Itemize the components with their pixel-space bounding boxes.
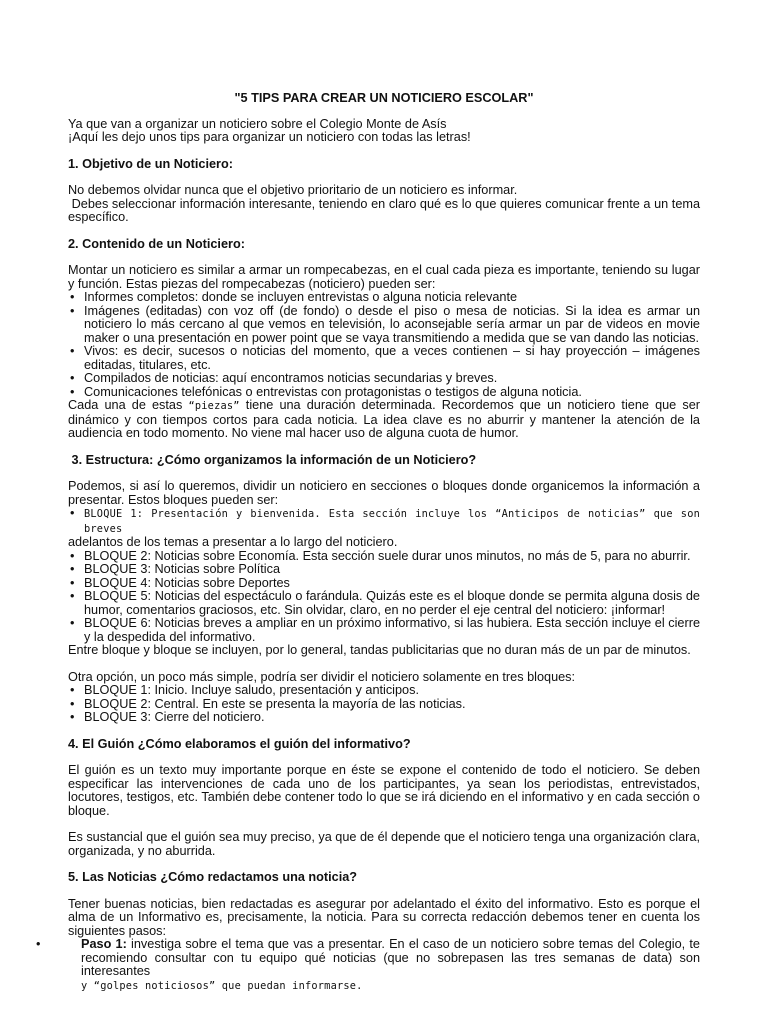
section-3-alt-bullet: • BLOQUE 1: Inicio. Incluye saludo, presentación y anticipos. <box>68 684 700 698</box>
section-4-paragraph-2: Es sustancial que el guión sea muy preciso, ya que de él depende que el noticiero tenga una organización clara, organizada, y no aburrida. <box>68 830 700 858</box>
section-3-bullet: • BLOQUE 4: Noticias sobre Deportes <box>68 577 700 591</box>
section-2-bullet: • Comunicaciones telefónicas o entrevistas con protagonistas o testigos de alguna noticia. <box>68 386 700 400</box>
section-2-paragraph-2 <box>68 398 704 441</box>
section-3-paragraph-2: Entre bloque y bloque se incluyen, por lo general, tandas publicitarias que no duran más de un par de minutos. <box>68 643 691 657</box>
section-2-bullet: • Imágenes (editadas) con voz off (de fondo) o desde el piso o mesa de noticias. Si la idea es armar un noticiero lo más cercano al que vemos en televisión, lo aconsejable sería armar un par de videos en movie maker o una presentación en power point que se vaya transmitiendo a medida que se van dando las noticias. <box>68 305 700 346</box>
paso-1-bullet <box>68 937 704 993</box>
section-2-bullet: • Compilados de noticias: aquí encontramos noticias secundarias y breves. <box>68 372 700 386</box>
section-3-bullet: • BLOQUE 2: Noticias sobre Economía. Esta sección suele durar unos minutos, no más de 5, para no aburrir. <box>68 550 700 564</box>
section-3-paragraph-1: Podemos, si así lo queremos, dividir un noticiero en secciones o bloques donde organicemos la información a presentar. Estos bloques pueden ser: <box>68 479 700 507</box>
section-2-paragraph-1: Montar un noticiero es similar a armar un rompecabezas, en el cual cada pieza es importante, teniendo su lugar y función. Estas piezas del rompecabezas (noticiero) pueden ser: <box>68 263 700 291</box>
section-1-heading: 1. Objetivo de un Noticiero: <box>68 156 233 171</box>
section-5-heading: 5. Las Noticias ¿Cómo redactamos una noticia? <box>68 870 358 884</box>
section-3-heading: 3. Estructura: ¿Cómo organizamos la información de un Noticiero? <box>68 452 477 467</box>
bloque-1-continuation: adelantos de los temas a presentar a lo largo del noticiero. <box>68 535 398 549</box>
section-2-paragraph-2-start: Cada una de estas <box>68 398 189 412</box>
section-3-alt-bullet: • BLOQUE 2: Central. En este se presenta la mayoría de las noticias. <box>68 698 700 712</box>
paso-1-mono-text: y “golpes noticiosos” que puedan informarse. <box>81 979 363 992</box>
document-page <box>68 91 704 993</box>
intro-line-1: Ya que van a organizar un noticiero sobre el Colegio Monte de Asís <box>68 116 447 131</box>
section-3-bullet: • BLOQUE 3: Noticias sobre Política <box>68 563 700 577</box>
bloque-1-text: BLOQUE 1: Presentación y bienvenida. Esta sección incluye los “Anticipos de noticias” que son breves <box>84 508 700 535</box>
document-title: "5 TIPS PARA CREAR UN NOTICIERO ESCOLAR" <box>234 91 534 105</box>
section-3-paragraph-3: Otra opción, un poco más simple, podría ser dividir el noticiero solamente en tres bloques: <box>68 669 576 684</box>
section-2-bullet: • Vivos: es decir, sucesos o noticias del momento, que a veces contienen – si hay proyección – imágenes editadas, titulares, etc. <box>68 345 700 372</box>
section-1-paragraph-2: Debes seleccionar información interesante, teniendo en claro qué es lo que quieres comunicar frente a un tema específico. <box>68 196 704 224</box>
section-2-heading: 2. Contenido de un Noticiero: <box>68 236 245 251</box>
paso-1-text: investiga sobre el tema que vas a presentar. En el caso de un noticiero sobre temas del Colegio, te recomiendo consultar con tu equipo qué noticias (que no sobrepasen las tres semanas de data) son interesantes <box>81 937 704 978</box>
section-2-bullet: • Informes completos: donde se incluyen entrevistas o alguna noticia relevante <box>68 291 700 305</box>
section-3-alt-bullet: • BLOQUE 3: Cierre del noticiero. <box>68 711 700 725</box>
intro-line-2: ¡Aquí les dejo unos tips para organizar un noticiero con todas las letras! <box>68 130 471 144</box>
section-1-paragraph-1: No debemos olvidar nunca que el objetivo prioritario de un noticiero es informar. <box>68 183 518 197</box>
piezas-quote: “piezas” <box>188 400 240 412</box>
section-3-bullet: • BLOQUE 6: Noticias breves a ampliar en un próximo informativo, si las hubiera. Esta sección incluye el cierre y la despedida del informativo. <box>68 617 700 644</box>
section-3-bullet-1 <box>68 507 700 536</box>
section-3-bullet: • BLOQUE 5: Noticias del espectáculo o farándula. Quizás este es el bloque donde se permita alguna dosis de humor, comentarios graciosos, etc. Sin olvidar, claro, en no perder el eje central del noticiero: ¡informar! <box>68 590 700 617</box>
section-4-paragraph-1: El guión es un texto muy importante porque en éste se expone el contenido de todo el noticiero. Se deben especificar las intervenciones de cada uno de los participantes, ya sean los periodistas, entrevistados, locutores, testigos, etc. También debe contener todo lo que se irá diciendo en el informativo y en cada sección o bloque. <box>68 763 700 818</box>
paso-1-label: Paso 1: <box>81 937 127 951</box>
section-5-paragraph-1: Tener buenas noticias, bien redactadas es asegurar por adelantado el éxito del informativo. Esto es porque el alma de un Informativo es, precisamente, la noticia. Para su correcta redacción debemos tener en cuenta los siguientes pasos: <box>68 896 700 938</box>
section-2-paragraph-2-end: tiene una duración determinada. Recordemos que un noticiero tiene que ser dinámico y con tiempos cortos para cada noticia. La idea clave es no aburrir y mantener la atención de la audiencia en todo momento. No viene mal hacer uso de alguna cuota de humor. <box>68 398 704 440</box>
section-4-heading: 4. El Guión ¿Cómo elaboramos el guión del informativo? <box>68 736 411 751</box>
